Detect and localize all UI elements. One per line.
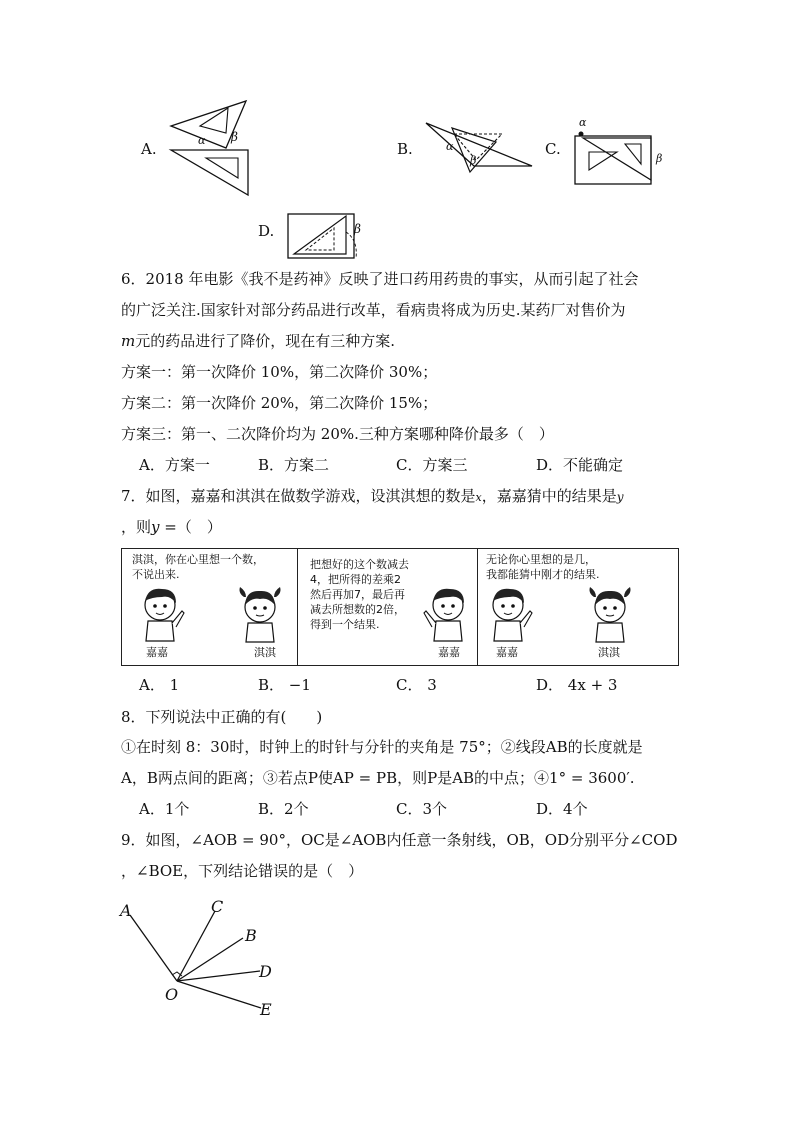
q8-choice-d[interactable]: D．4个 — [536, 800, 588, 818]
q5-c-beta: β — [656, 152, 663, 165]
comic-p1-text-2: 不说出来. — [132, 568, 180, 581]
girl-figure-icon — [234, 585, 288, 643]
comic-panel-1 — [122, 549, 297, 665]
q6-choice-d[interactable]: D．不能确定 — [536, 456, 624, 474]
q5-c-alpha: α — [579, 116, 587, 129]
q7-choice-c[interactable]: C． 3 — [396, 676, 437, 694]
q5-option-d-triangles — [286, 210, 368, 262]
q6-plan-1: 方案一：第一次降价 10%，第二次降价 30%； — [121, 363, 438, 381]
comic-p2-text-4: 减去所想数的2倍， — [310, 603, 405, 616]
comic-p2-name-boy: 嘉嘉 — [438, 646, 460, 659]
comic-p2-text-3: 然后再加7，最后再 — [310, 588, 405, 601]
girl-figure-icon — [584, 585, 638, 643]
q6-choice-c[interactable]: C．方案三 — [396, 456, 468, 474]
q5-option-c — [545, 116, 670, 186]
q7-choice-a[interactable]: A． 1 — [139, 676, 180, 694]
q6-choice-a[interactable]: A．方案一 — [139, 456, 210, 474]
q9-label-e: E — [260, 1000, 272, 1019]
q8-choice-b[interactable]: B．2个 — [258, 800, 309, 818]
comic-p3-text-1: 无论你心里想的是几， — [486, 553, 596, 566]
comic-p2-text-2: 4，把所得的差乘2 — [310, 573, 401, 586]
q6-plan-3: 方案三：第一、二次降价均为 20%.三种方案哪种降价最多（ ） — [121, 425, 554, 443]
q6-plan-2: 方案二：第一次降价 20%，第二次降价 15%； — [121, 394, 438, 412]
boy-figure-icon — [420, 585, 474, 643]
comic-p3-name-girl: 淇淇 — [598, 646, 620, 659]
q7-choice-d[interactable]: D． 4x + 3 — [536, 676, 618, 694]
q8-choice-c[interactable]: C．3个 — [396, 800, 448, 818]
q8-line-2: ①在时刻 8：30时，时钟上的时针与分针的夹角是 75°；②线段AB的长度就是 — [121, 738, 643, 756]
q7-choice-b[interactable]: B． −1 — [258, 676, 311, 694]
q7-var-x: x — [475, 491, 482, 504]
q7-line-1 — [121, 486, 624, 508]
q5-option-a-triangles — [168, 98, 288, 198]
q8-choice-a[interactable]: A．1个 — [139, 800, 190, 818]
comic-p3-name-boy: 嘉嘉 — [496, 646, 518, 659]
q8-line-1: 8．下列说法中正确的有( ) — [121, 708, 323, 726]
q7-line-2-a: ，则 — [121, 518, 152, 536]
q7-comic-strip — [121, 548, 679, 666]
q5-option-b-triangles — [424, 120, 544, 178]
q9-line-1: 9．如图，∠AOB = 90°，OC是∠AOB内任意一条射线，OB，OD分别平分∠COD — [121, 831, 678, 849]
q5-a-alpha: α — [198, 134, 206, 147]
boy-figure-icon — [484, 585, 538, 643]
comic-p1-name-girl: 淇淇 — [254, 646, 276, 659]
q5-option-a-label: A. — [141, 140, 157, 158]
q5-option-a — [138, 98, 298, 198]
q9-label-a: A — [120, 901, 132, 920]
q9-label-c: C — [211, 897, 224, 916]
q9-line-2: ，∠BOE，下列结论错误的是（ ） — [121, 862, 364, 880]
q6-var-m: m — [121, 332, 136, 350]
q7-var-y: y — [616, 490, 624, 504]
comic-p1-text-1: 淇淇，你在心里想一个数， — [132, 553, 264, 566]
q5-option-d — [258, 206, 368, 262]
q8-line-3: A，B两点间的距离；③若点P使AP = PB，则P是AB的中点；④1° = 3600′. — [121, 769, 635, 787]
q9-label-d: D — [259, 962, 272, 981]
q5-option-c-label: C. — [545, 140, 561, 158]
comic-p2-text-1: 把想好的这个数减去 — [310, 558, 409, 571]
q5-b-alpha: α — [446, 140, 454, 153]
q5-option-b — [394, 118, 544, 178]
q5-b-beta: β — [470, 154, 477, 167]
comic-p2-text-5: 得到一个结果. — [310, 618, 380, 631]
q9-label-o: O — [165, 985, 179, 1004]
q6-choice-b[interactable]: B．方案二 — [258, 456, 330, 474]
q7-line-2-c: =（ ） — [159, 518, 222, 536]
q5-option-b-label: B. — [397, 140, 413, 158]
q7-line-2 — [121, 517, 222, 537]
q6-line-1: 6．2018 年电影《我不是药神》反映了进口药用药贵的事实，从而引起了社会 — [121, 270, 639, 288]
comic-p3-text-2: 我都能猜中刚才的结果. — [486, 568, 600, 581]
q7-line-1-b: ，嘉嘉猜中的结果是 — [481, 487, 617, 505]
q6-line-3-text: 元的药品进行了降价，现在有三种方案. — [135, 332, 396, 350]
q5-option-d-label: D. — [258, 222, 275, 240]
q9-label-b: B — [245, 926, 257, 945]
q5-d-beta: β — [354, 222, 361, 236]
q7-line-2-y: y — [151, 518, 160, 536]
comic-panel-2 — [298, 549, 477, 665]
comic-p1-name-boy: 嘉嘉 — [146, 646, 168, 659]
comic-panel-3 — [478, 549, 678, 665]
q9-angle-figure — [115, 895, 285, 1025]
q5-a-beta: β — [231, 130, 238, 144]
q6-line-2: 的广泛关注.国家针对部分药品进行改革，看病贵将成为历史.某药厂对售价为 — [121, 301, 626, 319]
boy-figure-icon — [136, 585, 190, 643]
q7-line-1-a: 7．如图，嘉嘉和淇淇在做数学游戏，设淇淇想的数是 — [121, 487, 476, 505]
q6-line-3 — [121, 331, 395, 351]
